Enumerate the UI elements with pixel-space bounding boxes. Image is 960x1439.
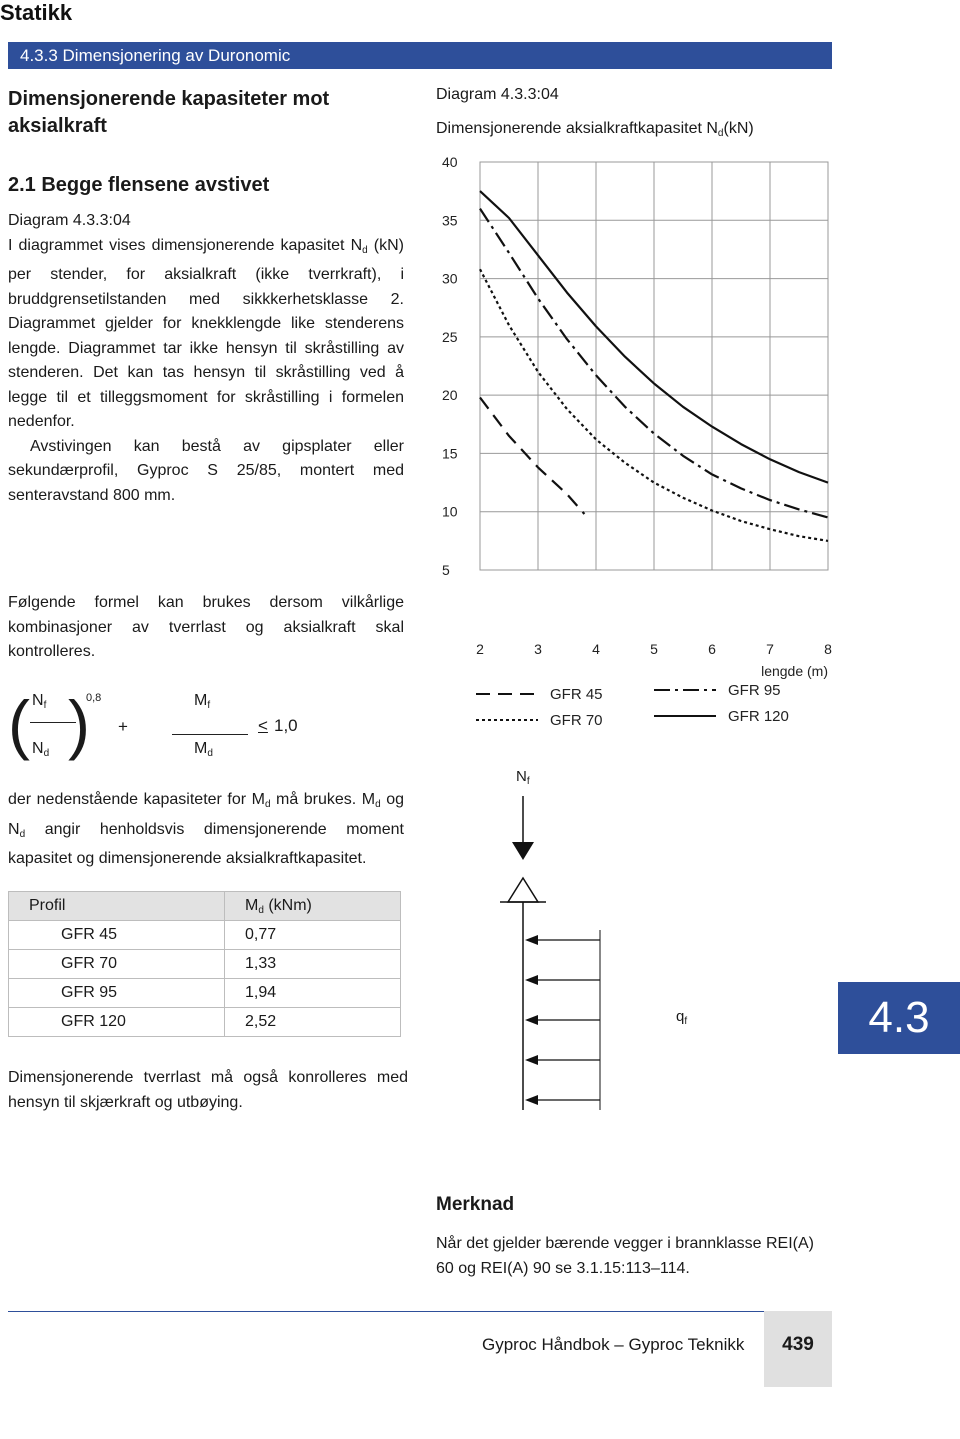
x-tick-label: 2 [476,641,484,657]
table-row [9,979,401,1008]
table-row [9,950,401,979]
x-axis-label: lengde (m) [761,663,828,679]
axial-load-label: $N_f$ [516,768,530,787]
formula-rhs: 1,0 [274,716,298,735]
y-tick-label: 30 [442,270,458,287]
note-heading: Merknad [436,1194,515,1215]
formula-plus: + [118,717,128,736]
cell-md: 2,52 [225,1008,401,1037]
table-row [9,1008,401,1037]
interaction-formula [8,686,408,770]
y-tick-label: 35 [442,212,458,229]
x-tick-label: 7 [766,641,774,657]
cell-profil: GFR 95 [9,979,225,1008]
intro-text [8,209,404,508]
y-tick-label: 5 [442,562,450,578]
y-tick-label: 10 [442,503,458,520]
cell-profil: GFR 45 [9,921,225,950]
right-paren: ) [68,687,90,761]
footer-rule [8,1311,832,1312]
formula-exponent: 0,8 [86,692,102,704]
formula-nd: $N_d$ [32,740,50,759]
moment-capacity-table [8,891,401,1037]
cell-profil: GFR 120 [9,1008,225,1037]
section-badge: 4.3 [838,982,960,1054]
formula-md: $M_d$ [194,740,213,759]
x-tick-label: 8 [824,641,832,657]
y-tick-label: 25 [442,328,458,345]
cell-md: 0,77 [225,921,401,950]
col-header-md: $M_d$ (kNm) [225,892,401,921]
chart-grid [480,162,828,570]
paragraph-1: I diagrammet vises dimensjonerende kapasitet $N_d$ (kN) per stender, for aksialkraft (ikke tverrkraft), i bruddgrensetilstanden med sikkkerhetsklasse 2. Diagrammet gjelder for knekklengde like stenderens lengde. Diagrammet tar ikke hensyn til skråstilling av stenderen. Det kan tas hensyn til skråstilling ved å legge til et tilleggsmoment for skråstilling i formelen nedenfor. [8,236,404,430]
paragraph-3: Følgende formel kan brukes dersom vilkårlige kombinasjoner av tverrlast og aksialkraft skal kontrolleres. [8,594,404,660]
legend-label: GFR 45 [550,686,603,703]
section-title: Statikk [0,0,73,25]
legend-label: GFR 70 [550,712,603,729]
y-tick-label: 20 [442,387,458,404]
cell-md: 1,33 [225,950,401,979]
formula-nf: $N_f$ [32,692,47,711]
paragraph-2: Avstivingen kan bestå av gipsplater eller sekundærprofil, Gyproc S 25/85, montert med senteravstand 800 mm. [8,437,404,504]
heading-braced: 2.1 Begge flensene avstivet [8,174,270,196]
page-number: 439 [764,1311,832,1387]
x-tick-label: 6 [708,641,716,657]
load-arrowhead [525,1095,538,1105]
x-tick-label: 4 [592,641,600,657]
diagram-number: Diagram 4.3.3:04 [436,86,559,103]
cell-md: 1,94 [225,979,401,1008]
load-arrowhead [525,935,538,945]
note-text: Når det gjelder bærende vegger i brannklasse REI(A) 60 og REI(A) 90 se 3.1.15:113–114. [436,1235,814,1277]
cell-profil: GFR 70 [9,950,225,979]
load-arrowhead [525,975,538,985]
axial-load-arrowhead [512,842,534,860]
footer-publication: Gyproc Håndbok – Gyproc Teknikk [482,1335,745,1354]
capacity-chart [430,150,840,740]
chart-legend [476,682,789,729]
legend-label: GFR 95 [728,682,781,699]
legend-label: GFR 120 [728,708,789,725]
x-tick-label: 3 [534,641,542,657]
top-pin-support [508,878,538,902]
y-tick-label: 40 [442,154,458,170]
formula-leq: < [258,716,268,735]
formula-mf: $M_f$ [194,692,211,711]
load-arrowhead [525,1055,538,1065]
diagram-reference: Diagram 4.3.3:04 [8,212,131,229]
col-header-profil: Profil [9,892,225,921]
y-tick-label: 15 [442,445,458,462]
heading-capacity: Dimensjonerende kapasiteter mot aksialkraft [8,88,330,137]
load-arrowhead [525,1015,538,1025]
diagram-caption: Dimensjonerende aksialkraftkapasitet $N_d(kN)$ [436,120,754,139]
left-paren: ( [8,687,30,761]
table-row [9,921,401,950]
fraction-bar-2 [172,734,248,735]
paragraph-4: der nedenstående kapasiteter for $M_d$ må brukes. $M_d$ og $N_d$ angir henholdsvis dimensjonerende moment kapasitet og dimensjonerende aksialkraftkapasitet. [8,791,404,867]
x-tick-label: 5 [650,641,658,657]
paragraph-5: Dimensjonerende tverrlast må også konrolleres med hensyn til skjærkraft og utbøying. [8,1069,408,1111]
chapter-bar: 4.3.3 Dimensjonering av Duronomic [8,42,832,69]
table-header-row [9,892,401,921]
column-load-sketch [460,790,670,1130]
distributed-load-label: $q_f$ [676,1008,688,1027]
distributed-load-arrows [525,935,600,1105]
